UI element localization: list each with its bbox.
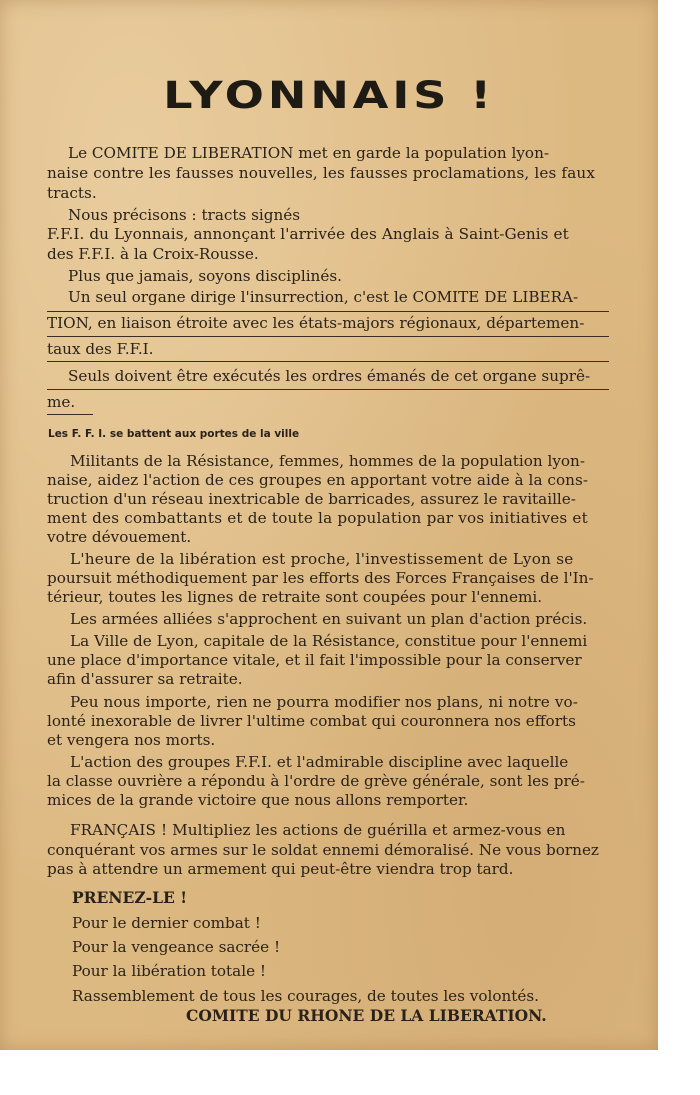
intro-line: Seuls doivent être exécutés les ordres émanés de cet organe suprê-	[68, 367, 591, 385]
body-line: naise, aidez l'action de ces groupes en apportant votre aide à la cons-	[47, 471, 589, 489]
intro-line: des F.F.I. à la Croix-Rousse.	[47, 245, 259, 263]
body-line: mices de la grande victoire que nous allons remporter.	[47, 791, 469, 809]
intro-line: tracts.	[47, 184, 97, 202]
body-line: et vengera nos morts.	[47, 731, 216, 749]
intro-line: taux des F.F.I.	[47, 340, 154, 358]
body-line: votre dévouement.	[47, 528, 192, 546]
body-line: lonté inexorable de livrer l'ultime combat qui couronnera nos efforts	[47, 712, 576, 730]
intro-line: TION, en liaison étroite avec les états-majors régionaux, départemen-	[47, 314, 585, 332]
body-line: Rassemblement de tous les courages, de toutes les volontés.	[72, 987, 540, 1005]
body-line: FRANÇAIS ! Multipliez les actions de guérilla et armez-vous en	[70, 821, 566, 839]
section-subheading: Les F. F. I. se battent aux portes de la ville	[48, 428, 300, 440]
body-line: ment des combattants et de toute la population par vos initiatives et	[47, 509, 588, 527]
body-line: La Ville de Lyon, capitale de la Résistance, constitue pour l'ennemi	[70, 632, 588, 650]
underline-rule	[47, 361, 609, 362]
body-line: afin d'assurer sa retraite.	[47, 670, 243, 688]
body-line: truction d'un réseau inextricable de barricades, assurez le ravitaille-	[47, 490, 576, 508]
underline-rule	[47, 336, 609, 337]
intro-line: me.	[47, 393, 76, 411]
underline-rule	[47, 414, 93, 415]
body-line: poursuit méthodiquement par les efforts des Forces Françaises de l'In-	[47, 569, 594, 587]
body-line: L'action des groupes F.F.I. et l'admirable discipline avec laquelle	[70, 753, 569, 771]
call-to-action: PRENEZ-LE !	[72, 888, 187, 907]
body-line: pas à attendre un armement qui peut-être viendra trop tard.	[47, 860, 514, 878]
body-line: Les armées alliées s'approchent en suivant un plan d'action précis.	[70, 610, 588, 628]
intro-line: Le COMITE DE LIBERATION met en garde la population lyon-	[68, 144, 549, 162]
underline-rule	[47, 389, 609, 390]
underline-rule	[47, 311, 609, 312]
body-line: une place d'importance vitale, et il fait l'impossible pour la conserver	[47, 651, 582, 669]
intro-line: Nous précisons : tracts signés	[68, 206, 301, 224]
body-line: Militants de la Résistance, femmes, hommes de la population lyon-	[70, 452, 585, 470]
body-line: Peu nous importe, rien ne pourra modifier nos plans, ni notre vo-	[70, 693, 578, 711]
body-line: L'heure de la libération est proche, l'investissement de Lyon se	[70, 550, 574, 568]
intro-line: F.F.I. du Lyonnais, annonçant l'arrivée des Anglais à Saint-Genis et	[47, 225, 569, 243]
body-line: Pour la libération totale !	[72, 962, 266, 980]
body-line: conquérant vos armes sur le soldat ennemi démoralisé. Ne vous bornez	[47, 841, 599, 859]
body-line: Pour la vengeance sacrée !	[72, 938, 281, 956]
body-line: térieur, toutes les lignes de retraite sont coupées pour l'ennemi.	[47, 588, 543, 606]
intro-line: naise contre les fausses nouvelles, les fausses proclamations, les faux	[47, 164, 596, 182]
body-line: la classe ouvrière a répondu à l'ordre de grève générale, sont les pré-	[47, 772, 585, 790]
page-title: LYONNAIS !	[163, 74, 495, 117]
body-line: Pour le dernier combat !	[72, 914, 261, 932]
intro-line: Plus que jamais, soyons disciplinés.	[68, 267, 342, 285]
intro-line: Un seul organe dirige l'insurrection, c'est le COMITE DE LIBERA-	[68, 288, 579, 306]
signature: COMITE DU RHONE DE LA LIBERATION.	[186, 1006, 547, 1025]
